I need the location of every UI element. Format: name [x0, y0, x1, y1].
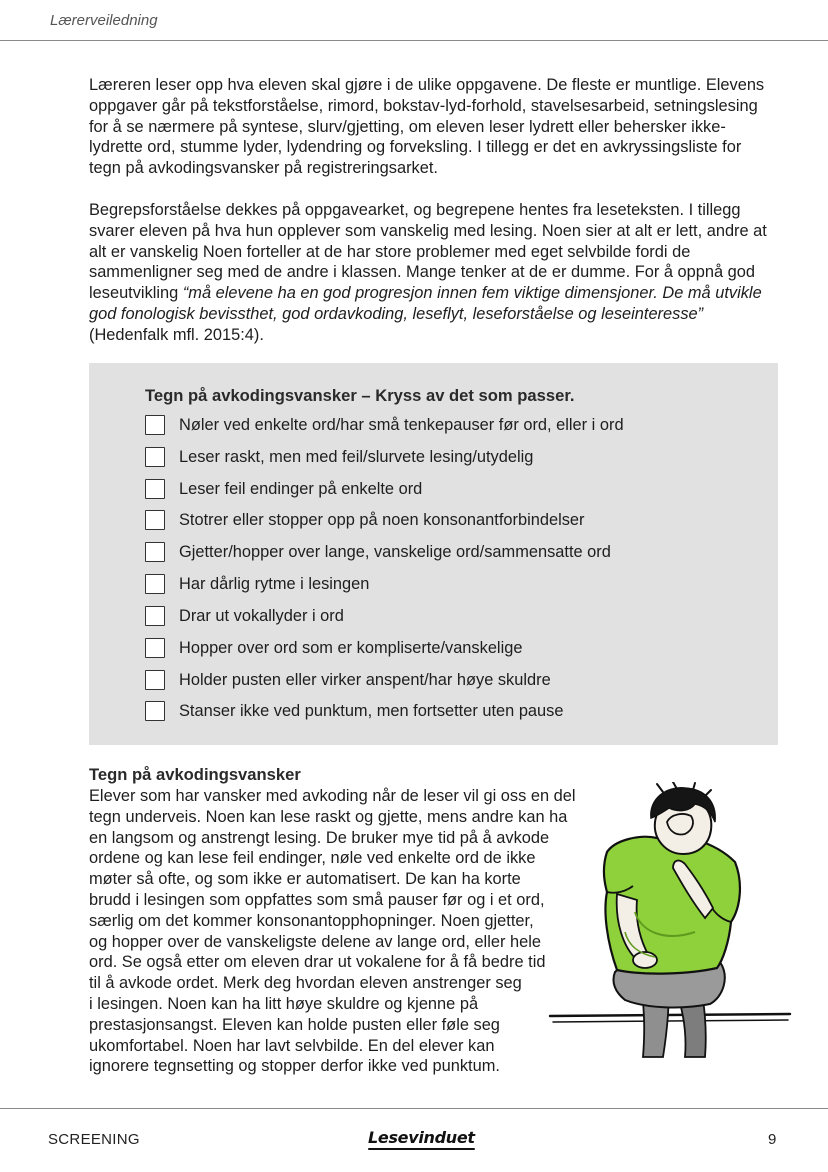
body-line: ukomfortabel. Noen har lavt selvbilde. En del elever kan — [89, 1036, 495, 1055]
checklist-item-label: Hopper over ord som er kompliserte/vanskelige — [179, 638, 523, 657]
body-line: ordene og kan lese feil endinger, nøle ved enkelte ord de ikke — [89, 849, 536, 868]
body-line: brudd i lesingen som oppfattes som små pauser før og i et ord, — [89, 890, 545, 909]
footer-section-label: SCREENING — [48, 1131, 140, 1148]
header-title: Lærerveiledning — [50, 12, 158, 29]
checkbox[interactable] — [145, 606, 165, 626]
checkbox[interactable] — [145, 542, 165, 562]
body-line: ignorere tegnsetting og stopper derfor ikke ved punktum. — [89, 1057, 500, 1076]
intro-paragraph-2 — [89, 200, 769, 346]
checklist-item[interactable] — [145, 572, 369, 596]
section-body — [89, 786, 589, 1077]
checklist-item-label: Nøler ved enkelte ord/har små tenkepauser før ord, eller i ord — [179, 415, 624, 434]
section-title: Tegn på avkodingsvansker — [89, 765, 301, 784]
intro-paragraph-1: Læreren leser opp hva eleven skal gjøre i de ulike oppgavene. De fleste er muntlige. Elevens oppgaver går på tekstforståelse, rimord, bokstav-lyd-forhold, stavelsesarbeid, setningslesing for å se nærmere på syntese, slurv/gjetting, om eleven leser lydrett eller behersker ikke-lydrette ord, stumme lyder, lydendring og forveksling. I tillegg er det en avkryssingsliste for tegn på avkodingsvansker på registreringsarket. — [89, 76, 765, 178]
checkbox[interactable] — [145, 415, 165, 435]
checklist-panel — [89, 363, 778, 745]
checklist-item[interactable] — [145, 540, 611, 564]
body-line: særlig om det kommer konsonantopphopninger. Noen gjetter, — [89, 911, 534, 930]
checklist-item[interactable] — [145, 413, 624, 437]
checkbox[interactable] — [145, 670, 165, 690]
intro-citation: (Hedenfalk mfl. 2015:4). — [89, 325, 264, 344]
checklist-item-label: Stanser ikke ved punktum, men fortsetter uten pause — [179, 701, 564, 720]
intro-paragraph-2-text: Begrepsforståelse dekkes på oppgavearket, og begrepene hentes fra leseteksten. I tillegg svarer eleven på hva hun opplever som vanskelig med lesing. Noen sier at alt er lett, andre at alt er vanskelig Noen forteller at de har store problemer med eget selvbilde fordi de sammenligner seg med de andre i klassen. Mange tenker at de er dumme. For å oppnå god leseutvikling — [89, 201, 767, 303]
checklist-item[interactable] — [145, 445, 533, 469]
body-line: til å avkode ordet. Merk deg hvordan eleven anstrenger seg — [89, 974, 522, 993]
body-line: en langsom og anstrengt lesing. De bruker mye tid på å avkode — [89, 828, 550, 847]
checklist-item-label: Leser feil endinger på enkelte ord — [179, 479, 423, 498]
page-number: 9 — [768, 1131, 777, 1148]
header-divider — [0, 40, 828, 41]
checkbox[interactable] — [145, 510, 165, 530]
checkbox[interactable] — [145, 574, 165, 594]
body-line: møter så ofte, og som ikke er automatisert. De kan ha korte — [89, 870, 521, 889]
body-line: i lesingen. Noen kan ha litt høye skuldre og kjenne på — [89, 994, 479, 1013]
intro-quote: “må elevene ha en god progresjon innen fem viktige dimensjoner. De må utvikle god fonologisk bevissthet, god ordavkoding, leseflyt, leseforståelse og leseinteresse” — [89, 284, 762, 323]
checklist-item-label: Stotrer eller stopper opp på noen konsonantforbindelser — [179, 510, 585, 529]
checkbox[interactable] — [145, 479, 165, 499]
stressed-student-illustration — [545, 782, 795, 1067]
body-line: ord. Se også etter om eleven drar ut vokalene for å få bedre tid — [89, 953, 546, 972]
lesevinduet-logo: Lesevinduet — [368, 1128, 475, 1150]
checklist-item-label: Leser raskt, men med feil/slurvete lesing/utydelig — [179, 447, 534, 466]
checkbox[interactable] — [145, 447, 165, 467]
checklist-item[interactable] — [145, 477, 422, 501]
checklist-item[interactable] — [145, 604, 344, 628]
checklist-item[interactable] — [145, 636, 522, 660]
checklist-item[interactable] — [145, 699, 563, 723]
body-line: og hopper over de vanskeligste delene av lange ord, eller hele — [89, 932, 541, 951]
checkbox[interactable] — [145, 701, 165, 721]
checklist-item[interactable] — [145, 668, 551, 692]
body-line: tegn underveis. Noen kan lese raskt og gjette, mens andre kan ha — [89, 807, 568, 826]
body-line: prestasjonsangst. Eleven kan holde pusten eller føle seg — [89, 1015, 500, 1034]
footer-divider — [0, 1108, 828, 1109]
checklist-item-label: Holder pusten eller virker anspent/har høye skuldre — [179, 670, 551, 689]
body-line: Elever som har vansker med avkoding når de leser vil gi oss en del — [89, 787, 576, 805]
checklist-item-label: Drar ut vokallyder i ord — [179, 606, 344, 625]
checklist-item-label: Gjetter/hopper over lange, vanskelige ord/sammensatte ord — [179, 542, 611, 561]
checklist-item-label: Har dårlig rytme i lesingen — [179, 574, 370, 593]
checklist-title: Tegn på avkodingsvansker – Kryss av det som passer. — [145, 386, 575, 405]
checkbox[interactable] — [145, 638, 165, 658]
checklist-item[interactable] — [145, 508, 584, 532]
